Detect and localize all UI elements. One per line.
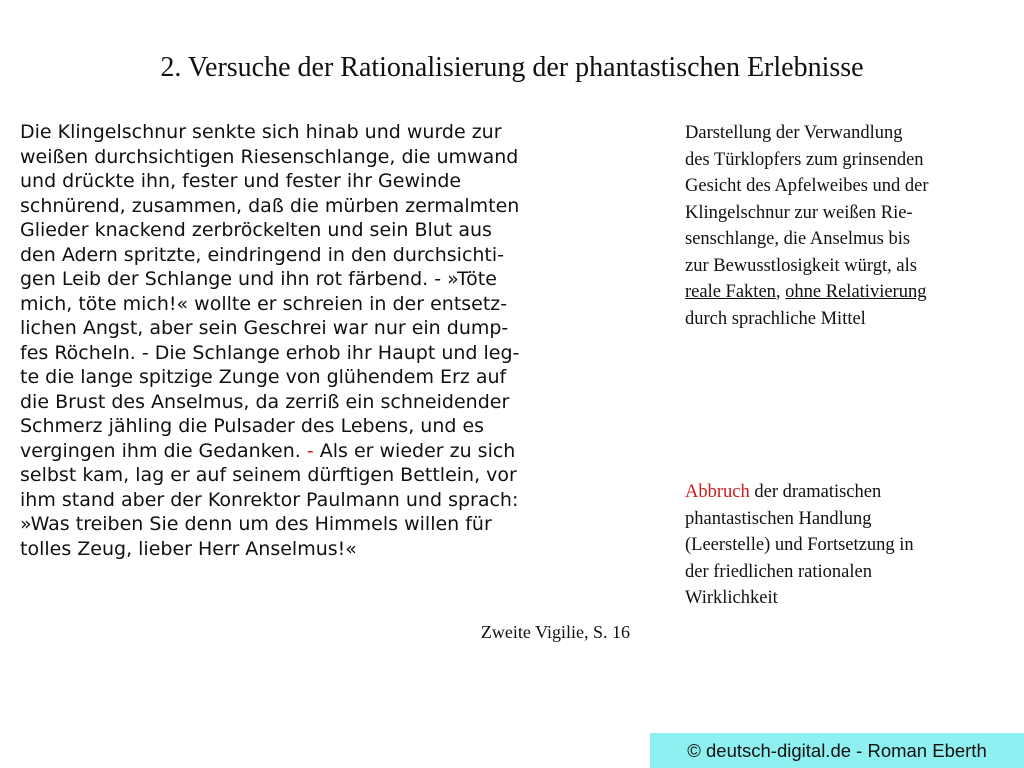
quote-line: Glieder knackend zerbröckelten und sein Blut aus [20, 219, 492, 241]
annotation-representation [685, 120, 1005, 332]
annotation-line: (Leerstelle) und Fortsetzung in [685, 535, 914, 555]
quote-line: den Adern spritzte, eindringend in den durchsichti- [20, 243, 505, 266]
quote-line: »Was treiben Sie denn um des Himmels willen für [20, 513, 492, 535]
quote-text [20, 120, 640, 561]
annotation-line: Klingelschnur zur weißen Rie- [685, 202, 913, 223]
annotation-line: senschlange, die Anselmus bis [685, 229, 911, 249]
quote-line: gen Leib der Schlange und ihn rot färbend. - »Töte [20, 268, 497, 290]
quote-line: Schmerz jähling die Pulsader des Lebens, und es [20, 415, 485, 437]
quote-line: Die Klingelschnur senkte sich hinab und wurde zur [20, 121, 502, 143]
quote-line: te die lange spitzige Zunge von glühendem Erz auf [20, 366, 507, 388]
quote-line: ihm stand aber der Konrektor Paulmann und sprach: [20, 488, 519, 511]
slide-title: 2. Versuche der Rationalisierung der phantastischen Erlebnisse [160, 52, 864, 83]
annotation-line: der friedlichen rationalen [685, 561, 872, 582]
annotation-line: zur Bewusstlosigkeit würgt, als [685, 255, 917, 276]
separator: , [775, 282, 786, 302]
annotation-line: durch sprachliche Mittel [685, 308, 866, 329]
citation: Zweite Vigilie, S. 16 [480, 622, 630, 642]
annotation-line: phantastischen Handlung [685, 508, 872, 529]
quote-line: selbst kam, lag er auf seinem dürftigen Bettlein, vor [20, 464, 517, 486]
highlight-term: Abbruch [685, 482, 750, 502]
quote-line: lichen Angst, aber sein Geschrei war nur ein dump- [20, 317, 509, 339]
annotation-line: Wirklichkeit [685, 588, 778, 608]
quote-line: fes Röcheln. - Die Schlange erhob ihr Haupt und leg- [20, 341, 520, 364]
annotation-segment: der dramatischen [749, 482, 882, 502]
quote-segment: Als er wieder zu sich [313, 439, 516, 462]
annotation-line: des Türklopfers zum grinsenden [685, 149, 924, 170]
annotation-break [685, 479, 1005, 612]
quote-line: weißen durchsichtigen Riesenschlange, die umwand [20, 145, 519, 168]
quote-segment: vergingen ihm die Gedanken. [20, 439, 307, 462]
quote-line: und drückte ihn, fester und fester ihr Gewinde [20, 170, 462, 192]
underlined-term: ohne Relativierung [785, 282, 927, 302]
annotation-line [685, 479, 1005, 506]
break-dash-marker: - [306, 439, 314, 462]
underlined-term: reale Fakten [685, 282, 776, 302]
quote-line: tolles Zeug, lieber Herr Anselmus!« [20, 537, 357, 560]
quote-line: die Brust des Anselmus, da zerriß ein schneidender [20, 390, 510, 413]
quote-line: mich, töte mich!« wollte er schreien in der entsetz- [20, 292, 508, 315]
annotation-line [685, 279, 1005, 306]
annotation-line: Darstellung der Verwandlung [685, 123, 903, 143]
quote-line: schnürend, zusammen, daß die mürben zermalmten [20, 194, 520, 217]
copyright-footer: © deutsch-digital.de - Roman Eberth [650, 733, 1024, 768]
annotation-line: Gesicht des Apfelweibes und der [685, 176, 929, 196]
quote-line-break [20, 439, 640, 464]
